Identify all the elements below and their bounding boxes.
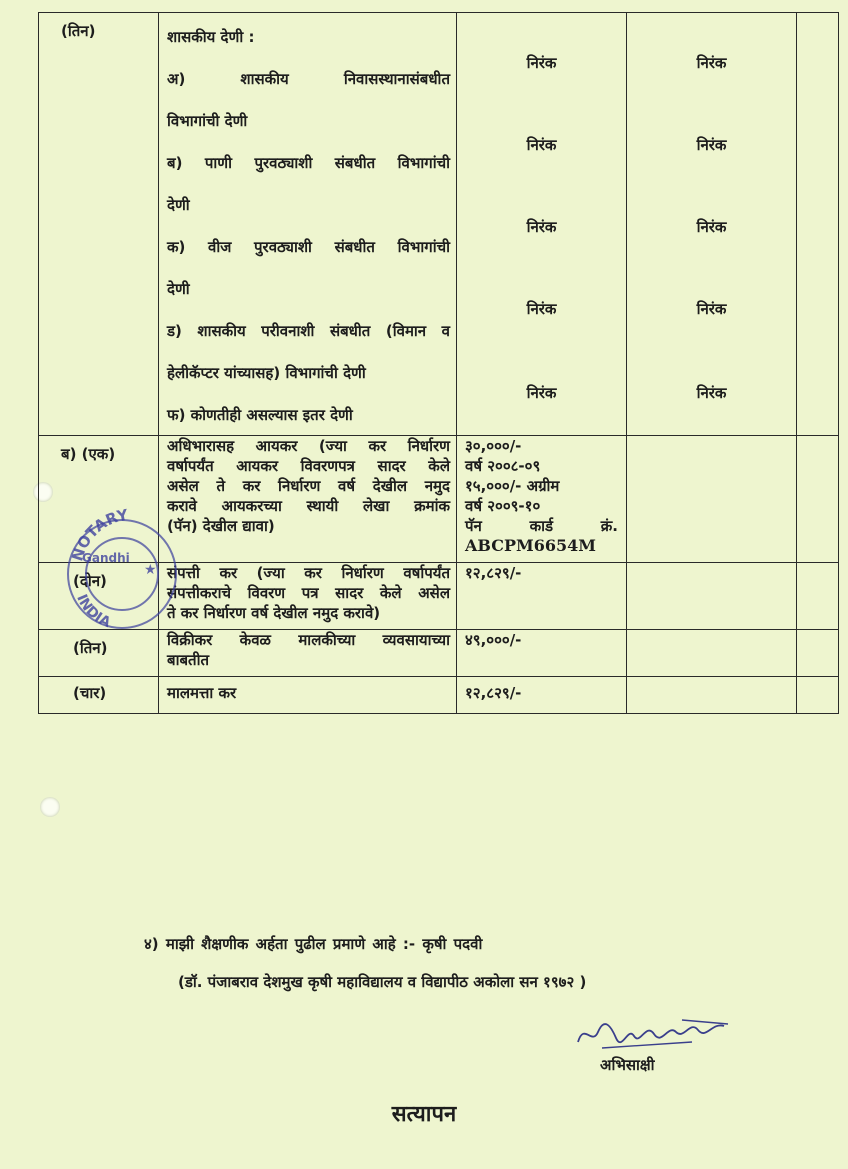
desc-line: असेल ते कर निर्धारण वर्ष देखील नमुद (167, 477, 450, 495)
dues-values-column-2 (627, 13, 797, 436)
nil-value: निरंक (696, 136, 727, 154)
star-icon: ★ (144, 562, 157, 578)
empty-cell (797, 563, 839, 630)
table-row (39, 13, 839, 436)
desc-line: विक्रीकर केवळ मालकीच्या व्यवसायाच्या (167, 631, 450, 649)
qualification-line: ४) माझी शैक्षणीक अर्हता पुढील प्रमाणे आहे :- कृषी पदवी (144, 935, 483, 953)
income-tax-values (457, 436, 627, 563)
dues-item-line: अ) शासकीय निवासस्थानासंबधीत (167, 70, 450, 88)
tax-year: वर्ष २००९-१० (465, 497, 541, 515)
empty-cell (627, 563, 797, 630)
nil-value: निरंक (526, 300, 557, 318)
wealth-tax-description (159, 563, 457, 630)
government-dues-description (159, 13, 457, 436)
desc-line: वर्षापर्यंत आयकर विवरणपत्र सादर केले (167, 457, 450, 475)
pan-number: ABCPM6654M (465, 536, 596, 555)
property-tax-description: मालमत्ता कर (159, 677, 457, 714)
dues-item-line: ब) पाणी पुरवठ्याशी संबधीत विभागांची (167, 154, 450, 172)
dues-item-line: क) वीज पुरवठ्याशी संबधीत विभागांची (167, 238, 450, 256)
tax-year: वर्ष २००८-०९ (465, 457, 541, 475)
dues-values-column-1 (457, 13, 627, 436)
empty-cell (797, 630, 839, 677)
pan-card-label (465, 516, 618, 536)
signature (572, 1012, 732, 1056)
deponent-label: अभिसाक्षी (600, 1056, 655, 1074)
nil-value: निरंक (526, 218, 557, 236)
pan-word: पॅन (465, 517, 482, 535)
stamp-text-bottom: INDIA (73, 592, 113, 631)
desc-line: ते कर निर्धारण वर्ष देखील नमुद करावे) (167, 604, 381, 622)
row-number: (दोन) (39, 563, 159, 630)
stamp-name: Gandhi (82, 551, 130, 565)
nil-value: निरंक (526, 136, 557, 154)
dues-item-line: फ) कोणतीही असल्यास इतर देणी (167, 406, 353, 424)
row-number: (तिन) (39, 630, 159, 677)
nil-value: निरंक (526, 384, 557, 402)
desc-line: अधिभारासह आयकर (ज्या कर निर्धारण (167, 437, 450, 455)
dues-item-line: देणी (167, 280, 190, 298)
nil-value: निरंक (696, 218, 727, 236)
desc-line: करावे आयकरच्या स्थायी लेखा क्रमांक (167, 497, 450, 515)
desc-line: संपत्ती कर (ज्या कर निर्धारण वर्षापर्यंत (167, 564, 450, 582)
income-tax-description (159, 436, 457, 563)
empty-cell (627, 436, 797, 563)
nil-value: निरंक (696, 384, 727, 402)
property-tax-value: १२,८२९/- (457, 677, 627, 714)
punch-hole (40, 797, 60, 817)
sales-tax-value: ४९,०००/- (457, 630, 627, 677)
desc-line: बाबतीत (167, 651, 210, 669)
nil-value: निरंक (696, 54, 727, 72)
row-number: (चार) (39, 677, 159, 714)
empty-cell (627, 630, 797, 677)
number-abbrev: क्रं. (600, 517, 618, 535)
desc-line: संपत्तीकराचे विवरण पत्र सादर केले असेल (167, 584, 450, 602)
dues-item-line: ड) शासकीय परीवनाशी संबधीत (विमान व (167, 322, 450, 340)
dues-heading: शासकीय देणी : (167, 28, 255, 46)
tax-value: ३०,०००/- (465, 437, 522, 455)
empty-cell (627, 677, 797, 714)
desc-line: (पॅन) देखील द्यावा) (167, 517, 275, 535)
dues-item-line: देणी (167, 196, 190, 214)
dues-item-line: हेलीकॅप्टर यांच्यासह) विभागांची देणी (167, 364, 366, 382)
verification-heading: सत्यापन (391, 1102, 457, 1127)
wealth-tax-value: १२,८२९/- (457, 563, 627, 630)
card-word: कार्ड (529, 517, 554, 535)
sales-tax-description (159, 630, 457, 677)
row-number: ब) (एक) (39, 436, 159, 563)
empty-cell (797, 436, 839, 563)
nil-value: निरंक (526, 54, 557, 72)
notary-stamp (62, 492, 180, 642)
qualification-institution: (डॉ. पंजाबराव देशमुख कृषी महाविद्यालय व विद्यापीठ अकोला सन १९७२ ) (178, 973, 587, 991)
table-row (39, 677, 839, 714)
stamp-text-top: NOTARY (68, 505, 130, 564)
nil-value: निरंक (696, 300, 727, 318)
row-number: (तिन) (39, 13, 159, 436)
empty-cell (797, 677, 839, 714)
svg-text:INDIA (73, 592, 113, 631)
dues-item-line: विभागांची देणी (167, 112, 248, 130)
tax-value: १५,०००/- अग्रीम (465, 477, 560, 495)
empty-cell (797, 13, 839, 436)
